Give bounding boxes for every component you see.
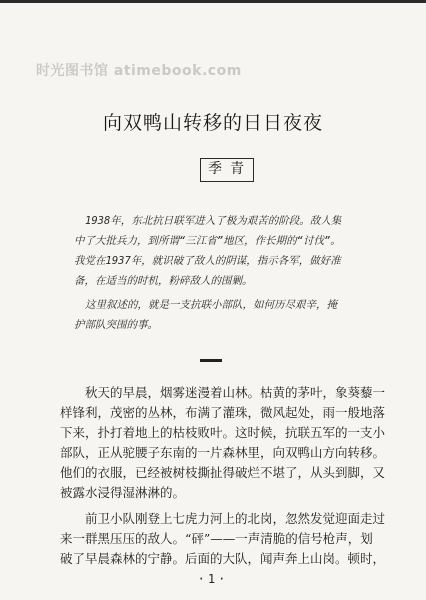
watermark: 时光图书馆 atimebook.com (36, 63, 242, 79)
body-line: 他们的衣服，已经被树枝撕扯得破烂不堪了，从头到脚，又 (60, 465, 386, 480)
body-line: 样锋利，茂密的丛林，布满了灌珠，微风起处，雨一般地落 (60, 405, 386, 420)
body-line: 前卫小队刚登上七虎力河上的北岗，忽然发觉迎面走过 (85, 511, 386, 526)
preface-line: 护部队突围的事。 (74, 319, 158, 331)
chapter-title: 向双鸭山转移的日日夜夜 (102, 112, 323, 134)
body-line: 破了早晨森林的宁静。后面的大队，闻声奔上山岗。顿时， (60, 551, 386, 566)
section-divider (200, 359, 222, 362)
top-border-rule (0, 0, 426, 3)
preface-line: 这里叙述的，就是一支抗联小部队，如何历尽艰辛，掩 (85, 299, 337, 311)
preface-line: 备，在适当的时机，粉碎敌人的围剿。 (74, 275, 253, 287)
author-name: 季青 (208, 161, 252, 177)
page-number: ·1· (197, 572, 229, 586)
body-line: 部队，正从驼腰子东南的一片森林里，向双鸭山方向转移。 (60, 445, 386, 460)
body-line: 下来，扑打着地上的枯枝败叶。这时候，抗联五军的一支小 (60, 425, 386, 440)
body-line: 来一群黑压压的敌人。“砰”——一声清脆的信号枪声，划 (60, 531, 373, 546)
body-line: 被露水浸得湿淋淋的。 (60, 485, 186, 500)
preface-line: 1938年，东北抗日联军进入了极为艰苦的阶段。敌人集 (85, 215, 342, 227)
preface-line: 中了大批兵力，到所谓“三江省”地区，作长期的“讨伐”。 (74, 235, 341, 247)
body-line: 秋天的早晨，烟雾迷漫着山林。枯黄的茅叶，象葵藜一 (85, 385, 386, 400)
preface-line: 我党在1937年，就识破了敌人的阴谋，指示各军，做好准 (74, 255, 341, 267)
